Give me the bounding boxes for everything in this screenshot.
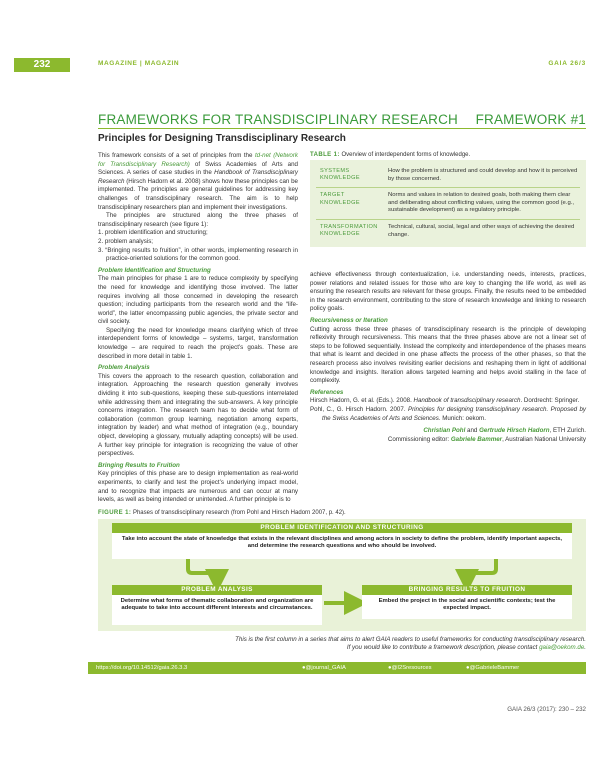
subheading: Problem Identification and Structuring	[98, 266, 211, 274]
note-line: If you would like to contribute a framework description, please contact gaia@oekom.de.	[346, 644, 586, 652]
list-item: 3. “Bringing results to fruition”, in other words, implementing research in practice-oriented solutions for the common good.	[98, 246, 298, 263]
subheading: References	[310, 388, 344, 396]
table-key: SYSTEMS KNOWLEDGE	[320, 168, 360, 182]
subheading: Bringing Results to Fruition	[98, 461, 180, 469]
contact-email-link[interactable]: gaia@oekom.de	[539, 644, 585, 652]
author-line: Christian Pohl and Gertrude Hirsch Hadorn, ETH Zurich.	[423, 427, 586, 435]
twitter-bammer[interactable]: ● @GabrieleBammer	[466, 665, 520, 671]
twitter-gaia[interactable]: ● @journal_GAIA	[302, 665, 346, 671]
phase-box-fruition	[362, 585, 572, 619]
table-value: Technical, cultural, social, legal and other ways of achieving the desired change.	[388, 223, 575, 238]
series-banner-title: FRAMEWORKS FOR TRANSDISCIPLINARY RESEARCH	[98, 112, 459, 127]
phases-intro: The principles are structured along the three phases of transdisciplinary research (see figure 1):	[98, 212, 298, 228]
phase-text: Take into account the state of knowledge that exists in the relevant disciplines and among actors in society to define the problem, identify important aspects, and determine the research questions and who should be involved.	[121, 536, 563, 550]
twitter-i2s[interactable]: ● @I2Sresources	[388, 665, 432, 671]
footer-bar	[88, 662, 586, 674]
figure-caption: FIGURE 1: Phases of transdisciplinary research (from Pohl and Hirsch Hadorn 2007, p. 42).	[98, 510, 346, 516]
section-rubric: MAGAZINE | MAGAZIN	[98, 60, 180, 67]
table-caption: TABLE 1: Overview of interdependent forms of knowledge.	[310, 152, 471, 158]
note-line: This is the first column in a series that aims to alert GAIA readers to useful frameworks for conducting transdisciplinary research.	[235, 636, 586, 643]
arrow-to-analysis	[188, 559, 217, 581]
page-number: 232	[14, 58, 70, 72]
phase-box-analysis	[112, 585, 322, 625]
left-column	[98, 152, 298, 505]
table-row	[316, 188, 580, 220]
editor-line: Commissioning editor: Gabriele Bammer, Australian National University	[387, 435, 586, 443]
table-value: How the problem is structured and could develop and how it is perceived by those concerned.	[388, 168, 578, 182]
phase-title: PROBLEM IDENTIFICATION AND STRUCTURING	[112, 523, 572, 533]
body-paragraph: This covers the approach to the research question, collaboration and integration. Approaching the research question generally involves dividing it into sub-questions, keeping these sub-questions interrelated while addressing them and integrating the sub-answers. A key principle concerns integration. The research team has to decide what form of collaboration (common group learning, negotiation among experts, integration by leader) and what method of integration (e.g., boundary object, developing a glossary, mutually adapting concepts) will be used. A further key principle for integration is recognizing the value of other perspectives.	[98, 372, 298, 458]
subheading: Recursiveness or Iteration	[310, 316, 388, 324]
phase-title: BRINGING RESULTS TO FRUITION	[362, 585, 572, 595]
arrow-to-fruition	[467, 559, 496, 581]
body-paragraph: Specifying the need for knowledge means clarifying which of three interdependent forms of knowledge – systems, target, transformation knowledge – are required to reach the project’s goals. These are described in more detail in table 1.	[98, 326, 298, 360]
table-key: TARGET KNOWLEDGE	[320, 192, 360, 206]
series-note	[166, 636, 586, 653]
right-column	[310, 271, 586, 444]
list-item: 2. problem analysis;	[98, 237, 154, 245]
table-value: Norms and values in relation to desired goals, both making them clear and deliberating about conflicting values, using the common good (e.g., sustainable development) as a regulatory principle.	[388, 192, 575, 214]
td-net-link[interactable]: td-net (Network for Transdisciplinary Research)	[98, 152, 299, 168]
framework-number: FRAMEWORK #1	[475, 112, 586, 127]
intro-paragraph: This framework consists of a set of principles from the td-net (Network for Transdisciplinary Research) of Swiss Academies of Arts and Sciences. A series of case studies in the Handbook of Transdisciplinary Research (Hirsch Hadorn et al. 2008) shows how these principles can be implemented. The principles are general guidelines for addressing key challenges of transdisciplinary research. The aim is to help transdisciplinary researchers plan and implement their investigations.	[98, 152, 299, 211]
phase-text: Embed the project in the social and scientific contexts; test the expected impact.	[378, 598, 556, 612]
table-row	[316, 220, 580, 243]
banner-divider	[98, 128, 586, 129]
table-row	[316, 164, 580, 188]
knowledge-table	[310, 160, 586, 247]
phases-figure	[98, 519, 586, 631]
table-key: TRANSFORMATION KNOWLEDGE	[320, 223, 378, 238]
body-paragraph: The main principles for phase 1 are to reduce complexity by specifying the need for knowledge and identifying those involved. The latter requires involving all those concerned in developing the research question; including participants from the research world and the “life-world”, the latter encompassing public agencies, the private sector and civil society.	[98, 275, 298, 326]
body-paragraph: achieve effectiveness through contextualization, i.e. understanding needs, interests, practices, power relations and related issues for those who are key to changing the life world, as well as ensuring the research results are relevant for these groups. Finally, the results need to be embedded in the research environment, contributing to the store of research knowledge and linking to research policy goals.	[310, 271, 586, 313]
phase-title: PROBLEM ANALYSIS	[112, 585, 322, 595]
subheading: Problem Analysis	[98, 364, 150, 372]
article-title: Principles for Designing Transdisciplinary Research	[98, 133, 346, 144]
list-item: 1. problem identification and structuring;	[98, 229, 208, 237]
reference: Pohl, C., G. Hirsch Hadorn. 2007. Principles for designing transdisciplinary research. Proposed by the Swiss Academies of Arts and Sciences. Munich: oekom.	[310, 405, 587, 422]
body-paragraph: Cutting across these three phases of transdisciplinary research is the principle of developing reflexivity through recursiveness. This means that the three phases above are not a linear set of steps to be followed sequentially. Instead the complexity and interdependence of the phases means that what is learnt and decided in one phase affects the process of the other phases, so that the research process also involves revisiting earlier decisions and reshaping them in light of additional knowledge and insights. Iteration allows targeted learning and helps avoid stalling in the face of complexity.	[310, 325, 586, 385]
journal-name: GAIA 26/3	[548, 60, 586, 67]
body-paragraph: Key principles of this phase are to design implementation as real-world experiments, to clarify and test the project’s underlying impact model, and to recognize that impacts are numerous and can occur at many levels, as well as being intended or unintended. A further principle is to	[98, 470, 298, 504]
reference: Hirsch Hadorn, G. et al. (Eds.). 2008. Handbook of transdisciplinary research. Dordrecht: Springer.	[310, 397, 580, 405]
phase-text: Determine what forms of thematic collaboration and organization are adequate to take into account different interests and circumstances.	[120, 598, 314, 612]
doi-link[interactable]: https://doi.org/10.14512/gaia.26.3.3	[96, 665, 188, 671]
journal-citation: GAIA 26/3 (2017): 230 – 232	[507, 706, 586, 713]
